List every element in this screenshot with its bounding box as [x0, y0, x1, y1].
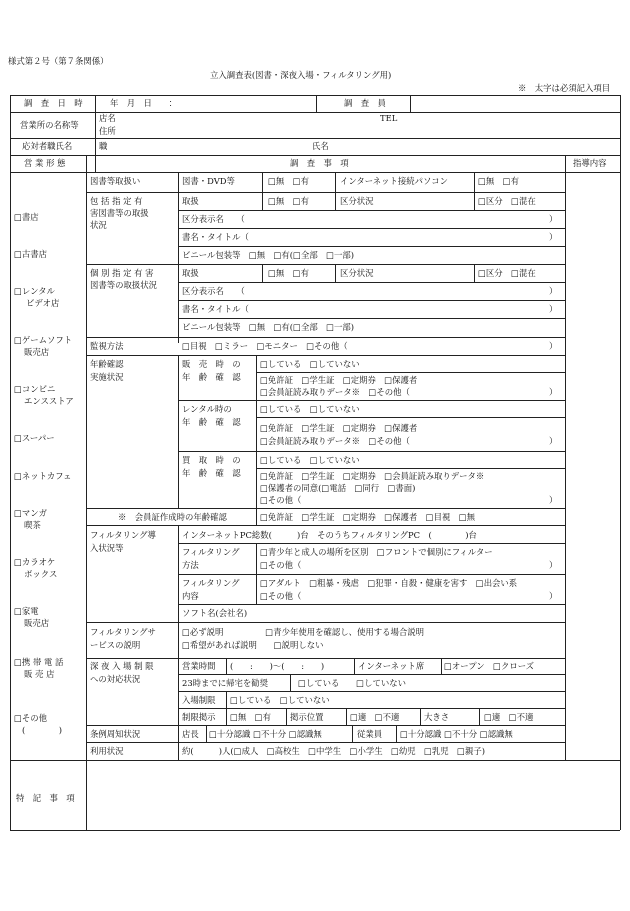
monitor-opts[interactable]: □目視 □ミラー □モニター □その他（: [182, 341, 348, 351]
division-area[interactable]: 区分表示名 （: [182, 214, 245, 224]
rental-doing[interactable]: □している □していない: [260, 404, 360, 414]
internet-pc-label: インターネット接続パソコン: [340, 176, 448, 186]
entry-opts[interactable]: □している □していない: [230, 695, 330, 705]
notice-opts[interactable]: □無 □有: [230, 712, 271, 722]
paren-close: ）: [549, 304, 558, 314]
handling-label: 取扱: [182, 268, 199, 278]
remarks-label: 特 記 事 項: [16, 793, 75, 803]
type-rental[interactable]: □レンタル: [14, 286, 55, 296]
type-karaoke[interactable]: □カラオケ: [14, 557, 56, 567]
age-label-1: 年齢確認: [90, 359, 124, 369]
paren-close: ）: [549, 560, 558, 570]
page-title: 立入調査表(図書・深夜入場・フィルタリング用): [210, 70, 392, 80]
position-opts[interactable]: □適 □不適: [350, 712, 400, 722]
buy-label-2: 年 齢 確 認: [182, 468, 241, 478]
sale-docs-2[interactable]: □会員証読み取りデータ※ □その他（: [260, 387, 410, 397]
method-label-2: 方法: [182, 560, 199, 570]
handling-opts[interactable]: □無 □有: [268, 196, 309, 206]
rental-docs-1[interactable]: □免許証 □学生証 □定期券 □保護者: [260, 423, 418, 433]
net-seat-label: インターネット席: [358, 661, 425, 671]
paren-close: ）: [549, 286, 558, 296]
respondent-label: 応対者職氏名: [22, 141, 73, 151]
sale-label-1: 販 売 時 の: [182, 359, 241, 369]
job-label: 職: [99, 141, 108, 151]
paren-close: ）: [549, 436, 558, 446]
paren-close: ）: [549, 232, 558, 242]
books-dvd-opts[interactable]: □無 □有: [268, 176, 309, 186]
paren-close: ）: [549, 387, 558, 397]
ordinance-label: 条例周知状況: [90, 729, 141, 739]
content-opts-2[interactable]: □その他（: [260, 591, 302, 601]
service-label-1: フィルタリングサ: [90, 627, 156, 637]
service-label-2: ービスの説明: [90, 640, 141, 650]
service-opts-1[interactable]: □必ず説明 □青少年使用を確認し、使用する場合説明: [182, 627, 424, 637]
usage-value[interactable]: 約( )人(□成人 □高校生 □中学生 □小学生 □幼児 □乳児 □親子): [182, 746, 485, 756]
type-supermarket[interactable]: □スーパー: [14, 433, 55, 443]
type-mobile[interactable]: □携 帯 電 話: [14, 657, 64, 667]
address-label: 住所: [99, 126, 116, 136]
paren-close: ）: [549, 341, 558, 351]
sale-docs-1[interactable]: □免許証 □学生証 □定期券 □保護者: [260, 375, 418, 385]
method-opts-1[interactable]: □青少年と成人の場所を区別 □フロントで個別にフィルター: [260, 547, 493, 557]
shop-name-label: 店名: [99, 113, 116, 123]
type-appliance-2: 販売店: [24, 618, 50, 628]
net-seat-opts[interactable]: □オープン □クローズ: [444, 661, 535, 671]
type-bookstore[interactable]: □書店: [14, 212, 39, 222]
late-label-2: への対応状況: [90, 674, 141, 684]
staff-label: 従業員: [357, 729, 383, 739]
type-other-2: ( ): [22, 725, 63, 735]
harmful-label-1: 包 括 指 定 有: [90, 196, 143, 206]
type-mobile-2: 販 売 店: [24, 669, 55, 679]
individual-label-2: 図書等の取扱状況: [90, 280, 157, 290]
usage-label: 利用状況: [90, 746, 124, 756]
vinyl-opts[interactable]: ビニール包装等 □無 □有(□全部 □一部): [182, 322, 355, 332]
type-manga[interactable]: □マンガ: [14, 508, 48, 518]
position-label: 掲示位置: [290, 712, 324, 722]
type-game-2: 販売店: [24, 347, 50, 357]
internet-pc-opts[interactable]: □無 □有: [478, 176, 519, 186]
handling-opts[interactable]: □無 □有: [268, 268, 309, 278]
handling-label: 取扱: [182, 196, 199, 206]
store-manager-label: 店長: [182, 729, 199, 739]
buy-doing[interactable]: □している □していない: [260, 455, 360, 465]
investigator-label: 調 査 員: [344, 98, 386, 108]
method-opts-2[interactable]: □その他（: [260, 560, 302, 570]
title-line[interactable]: 書名・タイトル（: [182, 232, 249, 242]
buy-docs-1[interactable]: □免許証 □学生証 □定期券 □会員証読み取りデータ※: [260, 471, 485, 481]
division-label: 区分状況: [340, 196, 374, 206]
vinyl-opts[interactable]: ビニール包装等 □無 □有(□全部 □一部): [182, 250, 355, 260]
advise-label: 23時までに帰宅を勧奨: [182, 678, 269, 688]
store-manager-opts[interactable]: □十分認識 □不十分 □認識無: [209, 729, 322, 739]
content-label-2: 内容: [182, 591, 199, 601]
buy-label-1: 買 取 時 の: [182, 455, 241, 465]
form-label: 様式第２号（第７条関係）: [8, 56, 109, 66]
division-area[interactable]: 区分表示名 （: [182, 286, 245, 296]
filter-label-2: 入状況等: [90, 543, 124, 553]
books-dvd-label: 図書・DVD等: [182, 176, 235, 186]
content-label-1: フィルタリング: [182, 578, 240, 588]
late-label-1: 深 夜 入 場 制 限: [90, 661, 154, 671]
filter-label-1: フィルタリング導: [90, 530, 156, 540]
tel-label: TEL: [380, 113, 398, 123]
business-label: 営業所の名称等: [20, 120, 79, 130]
type-convenience-2: エンスストア: [24, 396, 74, 406]
rental-docs-2[interactable]: □会員証読み取りデータ※ □その他（: [260, 436, 410, 446]
hours-label: 営業時間: [182, 661, 216, 671]
service-opts-2[interactable]: □希望があれば説明 □説明しない: [182, 640, 324, 650]
monitor-label: 監視方法: [90, 341, 124, 351]
notice-label: 制限掲示: [182, 712, 216, 722]
required-note: ※ 太字は必須記入項目: [518, 83, 611, 93]
type-manga-2: 喫茶: [24, 520, 41, 530]
age-label-2: 実施状況: [90, 372, 124, 382]
sale-label-2: 年 齢 確 認: [182, 372, 241, 382]
type-netcafe[interactable]: □ネットカフェ: [14, 471, 72, 481]
method-label-1: フィルタリング: [182, 547, 240, 557]
advise-opts[interactable]: □している □していない: [298, 678, 406, 688]
title-line[interactable]: 書名・タイトル（: [182, 304, 249, 314]
type-game[interactable]: □ゲームソフト: [14, 335, 73, 345]
rental-label-1: レンタル時の: [182, 404, 232, 414]
member-docs[interactable]: □免許証 □学生証 □定期券 □保護者 □目視 □無: [260, 512, 475, 522]
type-other[interactable]: □その他: [14, 713, 48, 723]
pc-total[interactable]: インターネットPC総数( )台 そのうちフィルタリングPC ( )台: [182, 530, 477, 540]
division-label: 区分状況: [340, 268, 374, 278]
rental-label-2: 年 齢 確 認: [182, 417, 241, 427]
hours-field[interactable]: ( : )〜( : ): [230, 661, 325, 671]
col-items: 調 査 事 項: [290, 158, 349, 168]
remarks-field[interactable]: [87, 761, 619, 829]
sale-doing[interactable]: □している □していない: [260, 359, 360, 369]
type-rental-2: ビデオ店: [26, 298, 60, 308]
software-label[interactable]: ソフト名(会社名): [182, 608, 248, 618]
date-field[interactable]: 年 月 日 ：: [110, 98, 177, 108]
col-business-type: 営 業 形 態: [24, 158, 66, 168]
type-karaoke-2: ボックス: [24, 569, 58, 579]
book-label: 図書等取扱い: [90, 176, 141, 186]
entry-label: 入場制限: [182, 695, 216, 705]
buy-docs-3[interactable]: □その他（: [260, 495, 302, 505]
paren-close: ）: [549, 495, 558, 505]
type-convenience[interactable]: □コンビニ: [14, 384, 56, 394]
paren-close: ）: [549, 591, 558, 601]
size-label: 大きさ: [424, 712, 450, 722]
division-opts[interactable]: □区分 □混在: [478, 268, 536, 278]
size-opts[interactable]: □適 □不適: [484, 712, 534, 722]
col-guidance: 指導内容: [573, 158, 607, 168]
harmful-label-3: 状況: [90, 220, 107, 230]
paren-close: ）: [549, 214, 558, 224]
content-opts-1[interactable]: □アダルト □粗暴・残虐 □犯罪・自殺・健康を害す □出会い系: [260, 578, 518, 588]
staff-opts[interactable]: □十分認識 □不十分 □認識無: [400, 729, 513, 739]
member-label: ※ 会員証作成時の年齢確認: [118, 512, 227, 522]
type-appliance[interactable]: □家電: [14, 606, 39, 616]
type-used-books[interactable]: □古書店: [14, 249, 48, 259]
date-label: 調 査 日 時: [24, 98, 83, 108]
buy-docs-2[interactable]: □保護者の同意(□電話 □同行 □書面): [260, 483, 416, 493]
individual-label-1: 個 別 指 定 有 害: [90, 268, 154, 278]
harmful-label-2: 害図書等の取扱: [90, 208, 149, 218]
name-label: 氏名: [312, 141, 329, 151]
division-opts[interactable]: □区分 □混在: [478, 196, 536, 206]
